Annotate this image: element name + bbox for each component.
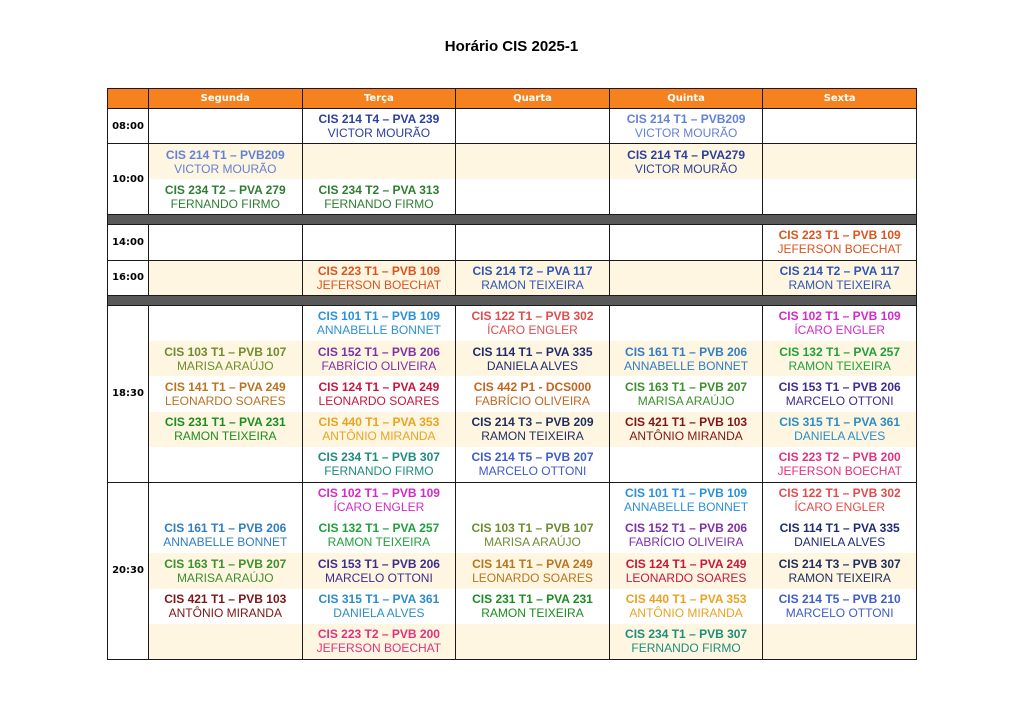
time-label: 18:30 <box>108 305 149 482</box>
course-code: CIS 132 T1 – PVA 257 <box>779 344 901 359</box>
course-code: CIS 103 T1 – PVB 107 <box>164 344 287 359</box>
course-code: CIS 214 T4 – PVA 239 <box>318 112 440 127</box>
class-cell <box>456 553 610 588</box>
class-cell <box>456 518 610 553</box>
class-cell <box>302 518 456 553</box>
empty-cell <box>763 109 917 144</box>
class-cell <box>763 305 917 340</box>
teacher-name: MARCELO OTTONI <box>478 464 587 479</box>
schedule-row <box>108 553 917 588</box>
teacher-name: LEONARDO SOARES <box>625 570 747 585</box>
schedule-row <box>108 341 917 376</box>
course-code: CIS 234 T1 – PVB 307 <box>317 450 440 465</box>
course-code: CIS 223 T1 – PVB 109 <box>778 228 901 243</box>
course-code: CIS 440 T1 – PVA 353 <box>625 592 747 607</box>
teacher-name: DANIELA ALVES <box>486 358 579 373</box>
teacher-name: JEFERSON BOECHAT <box>316 641 442 656</box>
empty-cell <box>609 225 763 260</box>
class-cell <box>149 144 303 179</box>
class-cell <box>149 179 303 214</box>
course-code: CIS 214 T5 – PVB 210 <box>778 592 901 607</box>
empty-cell <box>609 260 763 295</box>
empty-cell <box>302 144 456 179</box>
teacher-name: JEFERSON BOECHAT <box>777 242 902 257</box>
course-code: CIS 102 T1 – PVB 109 <box>778 309 901 324</box>
course-code: CIS 315 T1 – PVA 361 <box>318 592 440 607</box>
class-cell <box>302 447 456 482</box>
schedule-row <box>108 447 917 482</box>
course-code: CIS 421 T1 – PVB 103 <box>164 592 287 607</box>
empty-cell <box>456 482 610 517</box>
class-cell <box>456 447 610 482</box>
teacher-name: ANNABELLE BONNET <box>163 535 288 550</box>
teacher-name: JEFERSON BOECHAT <box>777 464 902 479</box>
empty-cell <box>456 225 610 260</box>
class-cell <box>456 589 610 624</box>
course-code: CIS 440 T1 – PVA 353 <box>318 415 440 430</box>
day-header-terca: Terça <box>302 89 456 109</box>
teacher-name: FERNANDO FIRMO <box>324 464 434 479</box>
teacher-name: ANNABELLE BONNET <box>624 358 749 373</box>
break-separator <box>108 295 917 305</box>
course-code: CIS 101 T1 – PVB 109 <box>625 486 748 501</box>
schedule-row <box>108 589 917 624</box>
class-cell <box>302 341 456 376</box>
time-label: 16:00 <box>108 260 149 295</box>
teacher-name: MARISA ARAÚJO <box>637 393 735 408</box>
class-cell <box>763 412 917 447</box>
teacher-name: LEONARDO SOARES <box>318 393 440 408</box>
class-cell <box>763 518 917 553</box>
class-cell <box>302 589 456 624</box>
course-code: CIS 114 T1 – PVA 335 <box>472 344 593 359</box>
class-cell <box>302 624 456 659</box>
class-cell <box>456 305 610 340</box>
teacher-name: RAMON TEIXEIRA <box>481 606 584 621</box>
day-header-sexta: Sexta <box>763 89 917 109</box>
teacher-name: RAMON TEIXEIRA <box>481 429 584 444</box>
time-label: 14:00 <box>108 225 149 260</box>
schedule-row <box>108 179 917 214</box>
course-code: CIS 153 T1 – PVB 206 <box>317 556 440 571</box>
teacher-name: FABRÍCIO OLIVEIRA <box>628 535 744 550</box>
schedule-row <box>108 482 917 517</box>
schedule-row <box>108 305 917 340</box>
class-cell <box>302 412 456 447</box>
day-header-segunda: Segunda <box>149 89 303 109</box>
course-code: CIS 214 T3 – PVB 307 <box>778 556 901 571</box>
schedule-row <box>108 109 917 144</box>
course-code: CIS 163 T1 – PVB 207 <box>625 379 748 394</box>
schedule-row <box>108 260 917 295</box>
teacher-name: ANNABELLE BONNET <box>316 323 441 338</box>
schedule-row <box>108 412 917 447</box>
course-code: CIS 421 T1 – PVB 103 <box>625 415 748 430</box>
teacher-name: MARCELO OTTONI <box>324 570 433 585</box>
class-cell <box>302 109 456 144</box>
class-cell <box>302 376 456 411</box>
time-label: 08:00 <box>108 109 149 144</box>
schedule-row <box>108 376 917 411</box>
course-code: CIS 152 T1 – PVB 206 <box>625 521 748 536</box>
teacher-name: DANIELA ALVES <box>794 429 886 444</box>
course-code: CIS 231 T1 – PVA 231 <box>472 592 593 607</box>
empty-cell <box>609 447 763 482</box>
day-header-quinta: Quinta <box>609 89 763 109</box>
class-cell <box>609 341 763 376</box>
course-code: CIS 214 T2 – PVA 117 <box>779 263 900 278</box>
class-cell <box>609 412 763 447</box>
course-code: CIS 101 T1 – PVB 109 <box>317 309 440 324</box>
course-code: CIS 124 T1 – PVA 249 <box>318 379 440 394</box>
course-code: CIS 102 T1 – PVB 109 <box>317 486 440 501</box>
course-code: CIS 161 T1 – PVB 206 <box>625 344 748 359</box>
course-code: CIS 234 T2 – PVA 279 <box>164 182 286 197</box>
class-cell <box>609 624 763 659</box>
class-cell <box>456 412 610 447</box>
class-cell <box>609 144 763 179</box>
course-code: CIS 234 T2 – PVA 313 <box>318 182 440 197</box>
class-cell <box>609 589 763 624</box>
course-code: CIS 231 T1 – PVA 231 <box>164 415 286 430</box>
course-code: CIS 315 T1 – PVA 361 <box>779 415 901 430</box>
class-cell <box>456 376 610 411</box>
schedule-row <box>108 624 917 659</box>
course-code: CIS 114 T1 – PVA 335 <box>779 521 900 536</box>
teacher-name: RAMON TEIXEIRA <box>174 429 277 444</box>
course-code: CIS 442 P1 - DCS000 <box>473 379 592 394</box>
class-cell <box>149 376 303 411</box>
teacher-name: MARISA ARAÚJO <box>176 570 274 585</box>
teacher-name: MARISA ARAÚJO <box>176 358 274 373</box>
class-cell <box>763 589 917 624</box>
class-cell <box>302 179 456 214</box>
time-label: 10:00 <box>108 144 149 215</box>
course-code: CIS 122 T1 – PVB 302 <box>471 309 594 324</box>
course-code: CIS 124 T1 – PVA 249 <box>625 556 747 571</box>
teacher-name: ANTÔNIO MIRANDA <box>168 606 282 621</box>
course-code: CIS 141 T1 – PVA 249 <box>164 379 286 394</box>
class-cell <box>149 341 303 376</box>
empty-cell <box>149 260 303 295</box>
schedule-row <box>108 144 917 179</box>
course-code: CIS 223 T1 – PVB 109 <box>317 263 440 278</box>
course-code: CIS 234 T1 – PVB 307 <box>625 627 748 642</box>
class-cell <box>302 260 456 295</box>
course-code: CIS 214 T5 – PVB 207 <box>471 450 594 465</box>
header-corner <box>108 89 149 109</box>
class-cell <box>149 412 303 447</box>
schedule-table <box>107 88 917 660</box>
break-separator <box>108 215 917 225</box>
empty-cell <box>456 624 610 659</box>
teacher-name: ÍCARO ENGLER <box>794 500 886 515</box>
course-code: CIS 214 T1 – PVB209 <box>165 147 285 162</box>
class-cell <box>149 589 303 624</box>
course-code: CIS 153 T1 – PVB 206 <box>778 379 901 394</box>
teacher-name: ANTÔNIO MIRANDA <box>629 606 743 621</box>
teacher-name: FERNANDO FIRMO <box>170 196 280 211</box>
teacher-name: LEONARDO SOARES <box>472 570 593 585</box>
teacher-name: VICTOR MOURÃO <box>634 126 738 141</box>
course-code: CIS 161 T1 – PVB 206 <box>164 521 287 536</box>
time-label: 20:30 <box>108 482 149 659</box>
teacher-name: ANTÔNIO MIRANDA <box>629 429 743 444</box>
teacher-name: MARISA ARAÚJO <box>484 535 581 550</box>
teacher-name: ÍCARO ENGLER <box>794 323 886 338</box>
empty-cell <box>609 179 763 214</box>
class-cell <box>302 482 456 517</box>
empty-cell <box>302 225 456 260</box>
empty-cell <box>149 225 303 260</box>
course-code: CIS 214 T2 – PVA 117 <box>472 263 593 278</box>
teacher-name: RAMON TEIXEIRA <box>327 535 431 550</box>
teacher-name: ANNABELLE BONNET <box>624 500 749 515</box>
empty-cell <box>149 482 303 517</box>
empty-cell <box>149 305 303 340</box>
class-cell <box>456 260 610 295</box>
teacher-name: FABRÍCIO OLIVEIRA <box>321 358 437 373</box>
course-code: CIS 214 T4 – PVA279 <box>627 147 745 162</box>
class-cell <box>609 109 763 144</box>
course-code: CIS 141 T1 – PVA 249 <box>472 556 593 571</box>
empty-cell <box>456 179 610 214</box>
empty-cell <box>149 447 303 482</box>
class-cell <box>763 260 917 295</box>
course-code: CIS 132 T1 – PVA 257 <box>318 521 440 536</box>
class-cell <box>763 341 917 376</box>
class-cell <box>302 553 456 588</box>
empty-cell <box>149 109 303 144</box>
course-code: CIS 152 T1 – PVB 206 <box>317 344 440 359</box>
class-cell <box>763 553 917 588</box>
empty-cell <box>456 109 610 144</box>
class-cell <box>149 518 303 553</box>
class-cell <box>149 553 303 588</box>
class-cell <box>763 447 917 482</box>
schedule-row <box>108 518 917 553</box>
class-cell <box>609 376 763 411</box>
course-code: CIS 214 T3 – PVB 209 <box>471 415 594 430</box>
teacher-name: DANIELA ALVES <box>333 606 425 621</box>
teacher-name: VICTOR MOURÃO <box>634 161 738 176</box>
teacher-name: JEFERSON BOECHAT <box>316 277 442 292</box>
teacher-name: RAMON TEIXEIRA <box>788 277 891 292</box>
teacher-name: FERNANDO FIRMO <box>631 641 741 656</box>
class-cell <box>609 518 763 553</box>
schedule-body <box>108 109 917 660</box>
empty-cell <box>763 179 917 214</box>
teacher-name: VICTOR MOURÃO <box>174 161 277 176</box>
course-code: CIS 163 T1 – PVB 207 <box>164 556 287 571</box>
class-cell <box>763 482 917 517</box>
teacher-name: MARCELO OTTONI <box>785 606 894 621</box>
class-cell <box>763 376 917 411</box>
teacher-name: ÍCARO ENGLER <box>487 323 578 338</box>
course-code: CIS 214 T1 – PVB209 <box>626 112 746 127</box>
break-separator-bar <box>108 295 917 305</box>
teacher-name: MARCELO OTTONI <box>785 393 894 408</box>
course-code: CIS 122 T1 – PVB 302 <box>778 486 901 501</box>
class-cell <box>609 482 763 517</box>
teacher-name: RAMON TEIXEIRA <box>788 358 891 373</box>
class-cell <box>456 341 610 376</box>
teacher-name: FERNANDO FIRMO <box>324 196 434 211</box>
schedule-row <box>108 225 917 260</box>
empty-cell <box>456 144 610 179</box>
teacher-name: DANIELA ALVES <box>794 535 886 550</box>
course-code: CIS 223 T2 – PVB 200 <box>317 627 440 642</box>
empty-cell <box>763 144 917 179</box>
header-row <box>108 89 917 109</box>
teacher-name: ANTÔNIO MIRANDA <box>322 429 436 444</box>
page-title: Horário CIS 2025-1 <box>444 38 579 55</box>
course-code: CIS 223 T2 – PVB 200 <box>778 450 901 465</box>
class-cell <box>763 225 917 260</box>
day-header-quarta: Quarta <box>456 89 610 109</box>
empty-cell <box>609 305 763 340</box>
teacher-name: FABRÍCIO OLIVEIRA <box>475 393 590 408</box>
teacher-name: ÍCARO ENGLER <box>333 500 425 515</box>
break-separator-bar <box>108 215 917 225</box>
teacher-name: LEONARDO SOARES <box>164 393 286 408</box>
teacher-name: RAMON TEIXEIRA <box>788 570 891 585</box>
class-cell <box>302 305 456 340</box>
empty-cell <box>149 624 303 659</box>
teacher-name: RAMON TEIXEIRA <box>481 277 584 292</box>
empty-cell <box>763 624 917 659</box>
teacher-name: VICTOR MOURÃO <box>327 126 431 141</box>
class-cell <box>609 553 763 588</box>
course-code: CIS 103 T1 – PVB 107 <box>471 521 594 536</box>
